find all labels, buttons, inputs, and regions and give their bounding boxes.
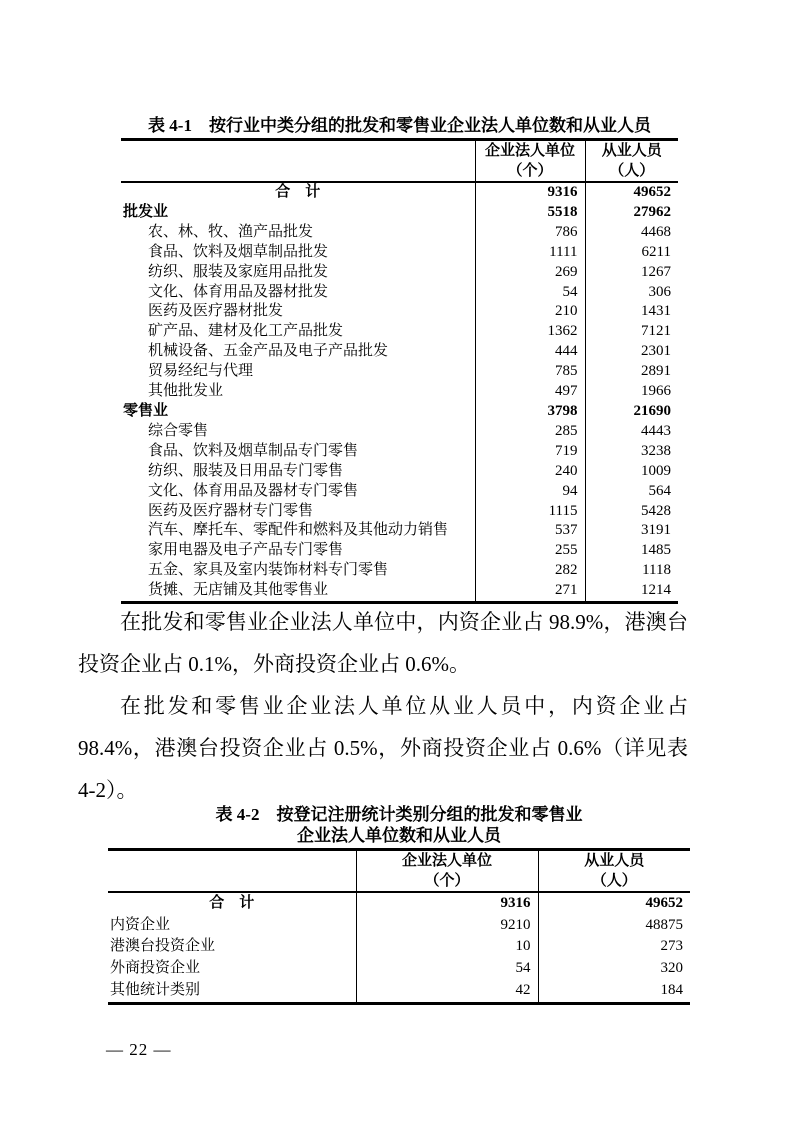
- table-row: [121, 402, 678, 422]
- table-row: [121, 342, 678, 362]
- table-row: [121, 462, 678, 482]
- legal-units-value: 255: [475, 541, 585, 561]
- table-row: [108, 892, 690, 915]
- legal-units-value: 9316: [356, 892, 538, 915]
- table-4-2-title-line2: 企业法人单位数和从业人员: [297, 826, 501, 845]
- table-row: [121, 243, 678, 263]
- header-legal-units-unit: （个）: [424, 873, 470, 889]
- employees-value: 2891: [585, 362, 678, 382]
- table-row: [108, 958, 690, 980]
- employees-value: 564: [585, 482, 678, 502]
- employees-value: 1966: [585, 382, 678, 402]
- header-employees: [585, 140, 678, 183]
- header-legal-units-title: 企业法人单位: [401, 853, 492, 869]
- row-label: 其他统计类别: [110, 981, 201, 998]
- table-row: [121, 521, 678, 541]
- legal-units-value: 10: [356, 936, 538, 958]
- table-row: [121, 382, 678, 402]
- legal-units-value: 1111: [475, 243, 585, 263]
- header-legal-units: [475, 140, 585, 183]
- row-label: 文化、体育用品及器材批发: [148, 283, 329, 300]
- row-label: 其他批发业: [148, 383, 224, 400]
- table-4-2-title-line1: 表 4-2 按登记注册统计类别分组的批发和零售业: [215, 805, 583, 824]
- row-label: 外商投资企业: [110, 960, 201, 977]
- table-row: [121, 561, 678, 581]
- row-label: 五金、家具及室内装饰材料专门零售: [148, 562, 389, 579]
- row-label: 综合零售: [148, 422, 209, 439]
- table-row: [121, 223, 678, 243]
- employees-value: 2301: [585, 342, 678, 362]
- header-employees-unit: （人）: [591, 873, 637, 889]
- table-row: [121, 302, 678, 322]
- table-4-2-header-row: [108, 850, 690, 893]
- table-4-1-header-row: [121, 140, 678, 183]
- row-label: 港澳台投资企业: [110, 938, 216, 955]
- row-label: 医药及医疗器材批发: [148, 303, 284, 320]
- legal-units-value: 785: [475, 362, 585, 382]
- header-legal-units: [356, 850, 538, 893]
- employees-value: 4468: [585, 223, 678, 243]
- row-label: 医药及医疗器材专门零售: [148, 502, 314, 519]
- legal-units-value: 444: [475, 342, 585, 362]
- legal-units-value: 719: [475, 442, 585, 462]
- table-4-2: [108, 848, 690, 1005]
- employees-value: 184: [538, 980, 690, 1003]
- row-label: 零售业: [123, 402, 169, 419]
- header-legal-units-title: 企业法人单位: [484, 143, 575, 159]
- table-row: [121, 362, 678, 382]
- legal-units-value: 3798: [475, 402, 585, 422]
- table-row: [108, 936, 690, 958]
- header-employees-title: 从业人员: [601, 143, 662, 159]
- table-4-1-block: [121, 116, 678, 604]
- table-row: [121, 283, 678, 303]
- table-row: [121, 322, 678, 342]
- row-label: 批发业: [123, 203, 169, 220]
- employees-value: 306: [585, 283, 678, 303]
- table-row: [108, 980, 690, 1003]
- legal-units-value: 94: [475, 482, 585, 502]
- table-row: [121, 203, 678, 223]
- legal-units-value: 282: [475, 561, 585, 581]
- employees-value: 1118: [585, 561, 678, 581]
- legal-units-value: 271: [475, 581, 585, 602]
- employees-value: 1214: [585, 581, 678, 602]
- paragraph-legal-units-share: 在批发和零售业企业法人单位中，内资企业占 98.9%，港澳台投资企业占 0.1%，外商投资企业占 0.6%。: [78, 610, 688, 676]
- row-label: 农、林、牧、渔产品批发: [148, 223, 314, 240]
- header-employees-unit: （人）: [609, 163, 655, 179]
- employees-value: 3238: [585, 442, 678, 462]
- header-legal-units-unit: （个）: [507, 163, 553, 179]
- legal-units-value: 285: [475, 422, 585, 442]
- employees-value: 49652: [585, 182, 678, 203]
- employees-value: 48875: [538, 915, 690, 937]
- legal-units-value: 9316: [475, 182, 585, 203]
- table-row: [121, 263, 678, 283]
- legal-units-value: 54: [475, 283, 585, 303]
- employees-value: 1267: [585, 263, 678, 283]
- legal-units-value: 1362: [475, 322, 585, 342]
- row-label: 内资企业: [110, 916, 171, 933]
- row-label: 食品、饮料及烟草制品专门零售: [148, 442, 359, 459]
- employees-value: 7121: [585, 322, 678, 342]
- legal-units-value: 269: [475, 263, 585, 283]
- employees-value: 1009: [585, 462, 678, 482]
- row-label: 汽车、摩托车、零配件和燃料及其他动力销售: [148, 522, 449, 539]
- paragraph-employees-share: 在批发和零售业企业法人单位从业人员中，内资企业占 98.4%，港澳台投资企业占 0.5%，外商投资企业占 0.6%（详见表 4-2）。: [78, 694, 688, 802]
- employees-value: 21690: [585, 402, 678, 422]
- row-label: 贸易经纪与代理: [148, 363, 254, 380]
- legal-units-value: 497: [475, 382, 585, 402]
- table-row: [121, 541, 678, 561]
- table-row: [121, 422, 678, 442]
- row-label: 食品、饮料及烟草制品批发: [148, 243, 329, 260]
- table-4-1-title: 表 4-1 按行业中类分组的批发和零售业企业法人单位数和从业人员: [148, 116, 651, 135]
- employees-value: 1485: [585, 541, 678, 561]
- employees-value: 1431: [585, 302, 678, 322]
- table-4-1: [121, 138, 678, 604]
- employees-value: 4443: [585, 422, 678, 442]
- legal-units-value: 1115: [475, 502, 585, 522]
- employees-value: 273: [538, 936, 690, 958]
- legal-units-value: 54: [356, 958, 538, 980]
- employees-value: 49652: [538, 892, 690, 915]
- legal-units-value: 42: [356, 980, 538, 1003]
- header-employees: [538, 850, 690, 893]
- legal-units-value: 786: [475, 223, 585, 243]
- row-label: 机械设备、五金产品及电子产品批发: [148, 343, 389, 360]
- employees-value: 5428: [585, 502, 678, 522]
- table-4-2-block: [108, 804, 690, 1005]
- header-empty-cell: [108, 850, 356, 893]
- legal-units-value: 9210: [356, 915, 538, 937]
- row-label: 纺织、服装及日用品专门零售: [148, 462, 344, 479]
- row-label: 合 计: [275, 184, 321, 200]
- row-label: 矿产品、建材及化工产品批发: [148, 323, 344, 340]
- body-text-block: [78, 601, 688, 811]
- employees-value: 3191: [585, 521, 678, 541]
- table-row: [108, 915, 690, 937]
- employees-value: 6211: [585, 243, 678, 263]
- employees-value: 320: [538, 958, 690, 980]
- table-row: [121, 442, 678, 462]
- header-employees-title: 从业人员: [584, 853, 645, 869]
- row-label: 家用电器及电子产品专门零售: [148, 542, 344, 559]
- table-row: [121, 482, 678, 502]
- legal-units-value: 240: [475, 462, 585, 482]
- header-empty-cell: [121, 140, 475, 183]
- row-label: 纺织、服装及家庭用品批发: [148, 263, 329, 280]
- legal-units-value: 537: [475, 521, 585, 541]
- row-label: 货摊、无店铺及其他零售业: [148, 582, 329, 599]
- table-row: [121, 502, 678, 522]
- row-label: 文化、体育用品及器材专门零售: [148, 482, 359, 499]
- table-4-2-title: [108, 804, 690, 846]
- employees-value: 27962: [585, 203, 678, 223]
- legal-units-value: 5518: [475, 203, 585, 223]
- page-number: — 22 —: [106, 1040, 172, 1059]
- table-row: [121, 182, 678, 203]
- table-row: [121, 581, 678, 602]
- legal-units-value: 210: [475, 302, 585, 322]
- row-label: 合 计: [209, 895, 255, 911]
